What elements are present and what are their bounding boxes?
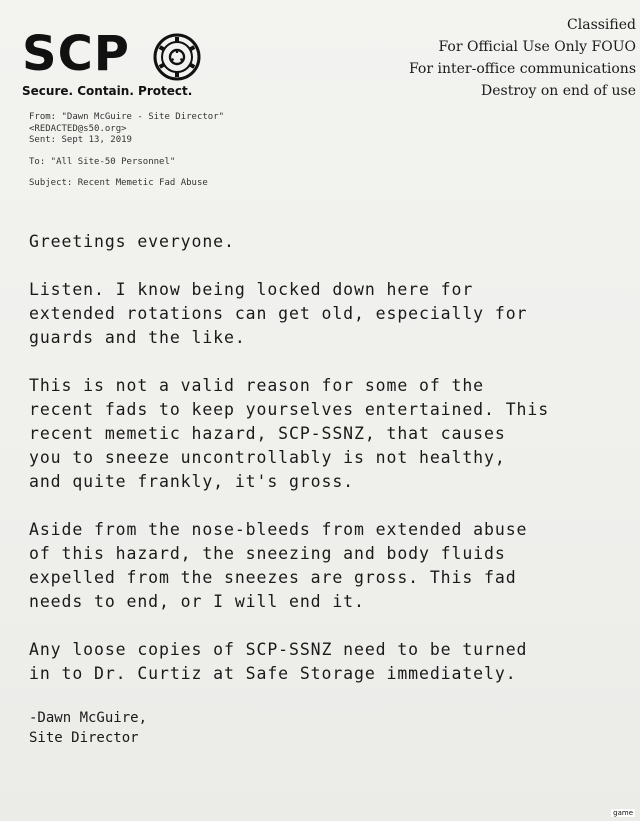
logo-tagline: Secure. Contain. Protect.	[22, 84, 193, 98]
watermark: game	[613, 809, 633, 817]
sender-email: <REDACTED@s50.org>	[29, 123, 127, 134]
signature-title: Site Director	[29, 730, 139, 746]
memo-body	[29, 230, 629, 710]
paragraph: This is not a valid reason for some of the recent fads to keep yourselves entertained. This recent memetic hazard, SCP-SSNZ, that causes you to sneeze uncontrollably is not healthy, and quite frankly, it's gross.	[29, 376, 550, 491]
from-line: From: "Dawn McGuire - Site Director"	[29, 112, 225, 122]
paragraph: Aside from the nose-bleeds from extended abuse of this hazard, the sneezing and body fluids expelled from the sneezes are gross. This fad needs to end, or I will end it.	[29, 520, 528, 611]
classification-line: For inter-office communications	[408, 61, 636, 77]
scp-emblem-icon	[153, 33, 201, 81]
signature-block	[29, 708, 147, 748]
paragraph: Listen. I know being locked down here for extended rotations can get old, especially for guards and the like.	[29, 280, 528, 347]
subject-line: Subject: Recent Memetic Fad Abuse	[29, 178, 208, 188]
scp-logo	[22, 28, 202, 103]
logo-wordmark: SCP	[22, 26, 130, 82]
signature-name: -Dawn McGuire,	[29, 710, 148, 726]
classification-line: Destroy on end of use	[481, 83, 636, 99]
memo-meta	[29, 112, 224, 200]
greeting: Greetings everyone.	[29, 232, 235, 251]
sender-block	[29, 112, 224, 147]
paragraph: Any loose copies of SCP-SSNZ need to be turned in to Dr. Curtiz at Safe Storage immediately.	[29, 640, 528, 683]
classification-notice	[409, 14, 636, 102]
classification-line: Classified	[567, 17, 636, 33]
classification-line: For Official Use Only FOUO	[438, 39, 636, 55]
to-line: To: "All Site-50 Personnel"	[29, 156, 176, 167]
sent-date: Sent: Sept 13, 2019	[29, 135, 132, 145]
